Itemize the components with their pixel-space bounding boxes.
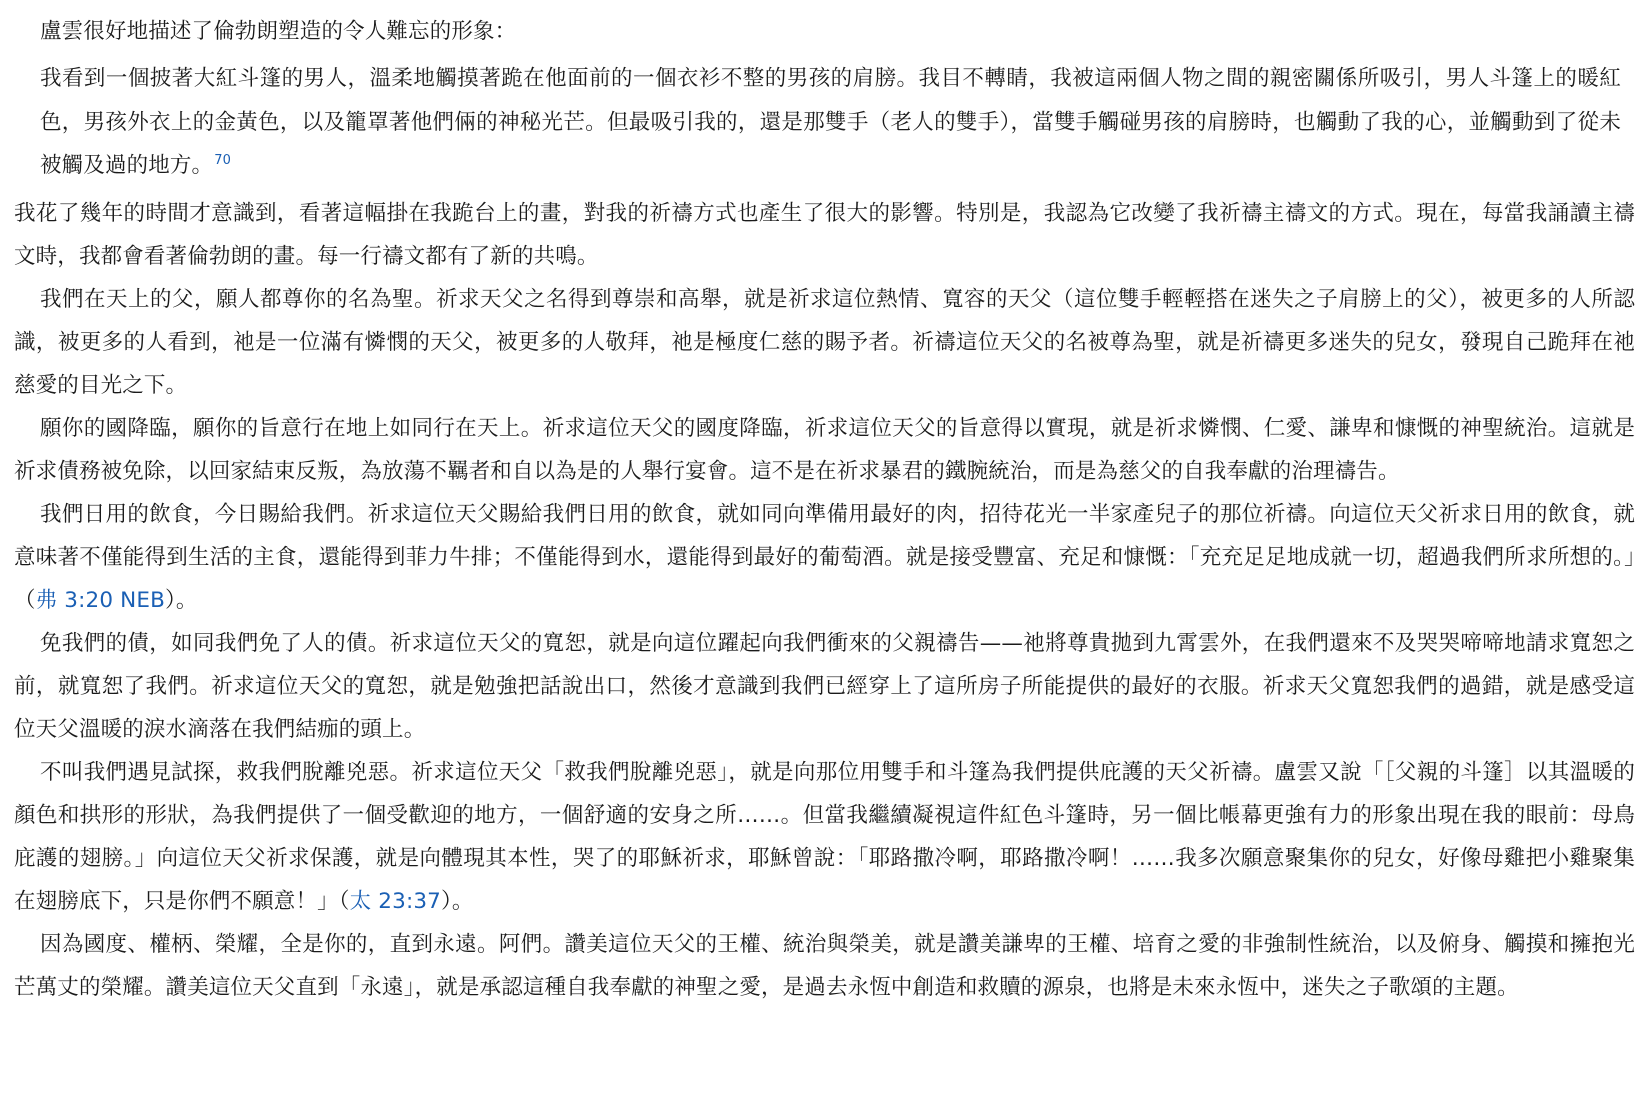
quote-text: 我看到一個披著大紅斗篷的男人，溫柔地觸摸著跪在他面前的一個衣衫不整的男孩的肩膀。我目不轉睛，我被這兩個人物之間的親密關係所吸引，男人斗篷上的暖紅色，男孩外衣上的金黃色，以及籠罩著他們倆的神秘光芒。但最吸引我的，還是那雙手（老人的雙手），當雙手觸碰男孩的肩膀時，也觸動了我的心，並觸動到了從未被觸及過的地方。	[40, 66, 1621, 178]
paragraph-4-tail: ）。	[165, 587, 198, 613]
intro-paragraph: 盧雲很好地描述了倫勃朗塑造的令人難忘的形象：	[40, 19, 517, 44]
paragraph-6-tail: ）。	[441, 888, 474, 914]
paragraph-2: 我們在天上的父，願人都尊你的名為聖。祈求天父之名得到尊崇和高舉，就是祈求這位熱情、寬容的天父（這位雙手輕輕搭在迷失之子肩膀上的父），被更多的人所認識，被更多的人看到，祂是一位滿有憐憫的天父，被更多的人敬拜，祂是極度仁慈的賜予者。祈禱這位天父的名被尊為聖，就是祈禱更多迷失的兒女，發現自己跪拜在祂慈愛的目光之下。	[14, 286, 1635, 398]
footnote-link[interactable]: 70	[214, 153, 232, 168]
paragraph-7: 因為國度、權柄、榮耀，全是你的，直到永遠。阿們。讚美這位天父的王權、統治與榮美，就是讚美謙卑的王權、培育之愛的非強制性統治，以及俯身、觸摸和擁抱光芒萬丈的榮耀。讚美這位天父直到「永遠」，就是承認這種自我奉獻的神聖之愛，是過去永恆中創造和救贖的源泉，也將是未來永恆中，迷失之子歌頌的主題。	[14, 931, 1635, 1000]
scripture-link-ephesians[interactable]: 弗 3:20 NEB	[35, 587, 166, 613]
paragraph-5: 免我們的債，如同我們免了人的債。祈求這位天父的寬恕，就是向這位躍起向我們衝來的父親禱告——祂將尊貴拋到九霄雲外，在我們還來不及哭哭啼啼地請求寬恕之前，就寬恕了我們。祈求這位天父的寬恕，就是勉強把話說出口，然後才意識到我們已經穿上了這所房子所能提供的最好的衣服。祈求天父寬恕我們的過錯，就是感受這位天父溫暖的淚水滴落在我們結痂的頭上。	[14, 630, 1635, 742]
paragraph-6-text: 不叫我們遇見試探，救我們脫離兇惡。祈求這位天父「救我們脫離兇惡」，就是向那位用雙手和斗篷為我們提供庇護的天父祈禱。盧雲又說「［父親的斗篷］以其溫暖的顏色和拱形的形狀，為我們提供了一個受歡迎的地方，一個舒適的安身之所……。但當我繼續凝視這件紅色斗篷時，另一個比帳幕更強有力的形象出現在我的眼前：母鳥庇護的翅膀。」向這位天父祈求保護，就是向體現其本性，哭了的耶穌祈求，耶穌曾說：「耶路撒冷啊，耶路撒冷啊！……我多次願意聚集你的兒女，好像母雞把小雞聚集在翅膀底下，只是你們不願意！」（	[14, 759, 1635, 914]
paragraph-3: 願你的國降臨，願你的旨意行在地上如同行在天上。祈求這位天父的國度降臨，祈求這位天父的旨意得以實現，就是祈求憐憫、仁愛、謙卑和慷慨的神聖統治。這就是祈求債務被免除，以回家結束反叛，為放蕩不羈者和自以為是的人舉行宴會。這不是在祈求暴君的鐵腕統治，而是為慈父的自我奉獻的治理禱告。	[14, 415, 1635, 484]
scripture-link-matthew[interactable]: 太 23:37	[349, 888, 442, 914]
paragraph-6	[14, 751, 1635, 923]
paragraph-1: 我花了幾年的時間才意識到，看著這幅掛在我跪台上的畫，對我的祈禱方式也產生了很大的影響。特別是，我認為它改變了我祈禱主禱文的方式。現在，每當我誦讀主禱文時，我都會看著倫勃朗的畫。每一行禱文都有了新的共鳴。	[14, 200, 1635, 269]
paragraph-4-text: 我們日用的飲食，今日賜給我們。祈求這位天父賜給我們日用的飲食，就如同向準備用最好的肉，招待花光一半家產兒子的那位祈禱。向這位天父祈求日用的飲食，就意味著不僅能得到生活的主食，還能得到菲力牛排；不僅能得到水，還能得到最好的葡萄酒。就是接受豐富、充足和慷慨：「充充足足地成就一切，超過我們所求所想的。」（	[14, 501, 1635, 613]
block-quote	[14, 57, 1635, 188]
paragraph-4	[14, 493, 1635, 622]
